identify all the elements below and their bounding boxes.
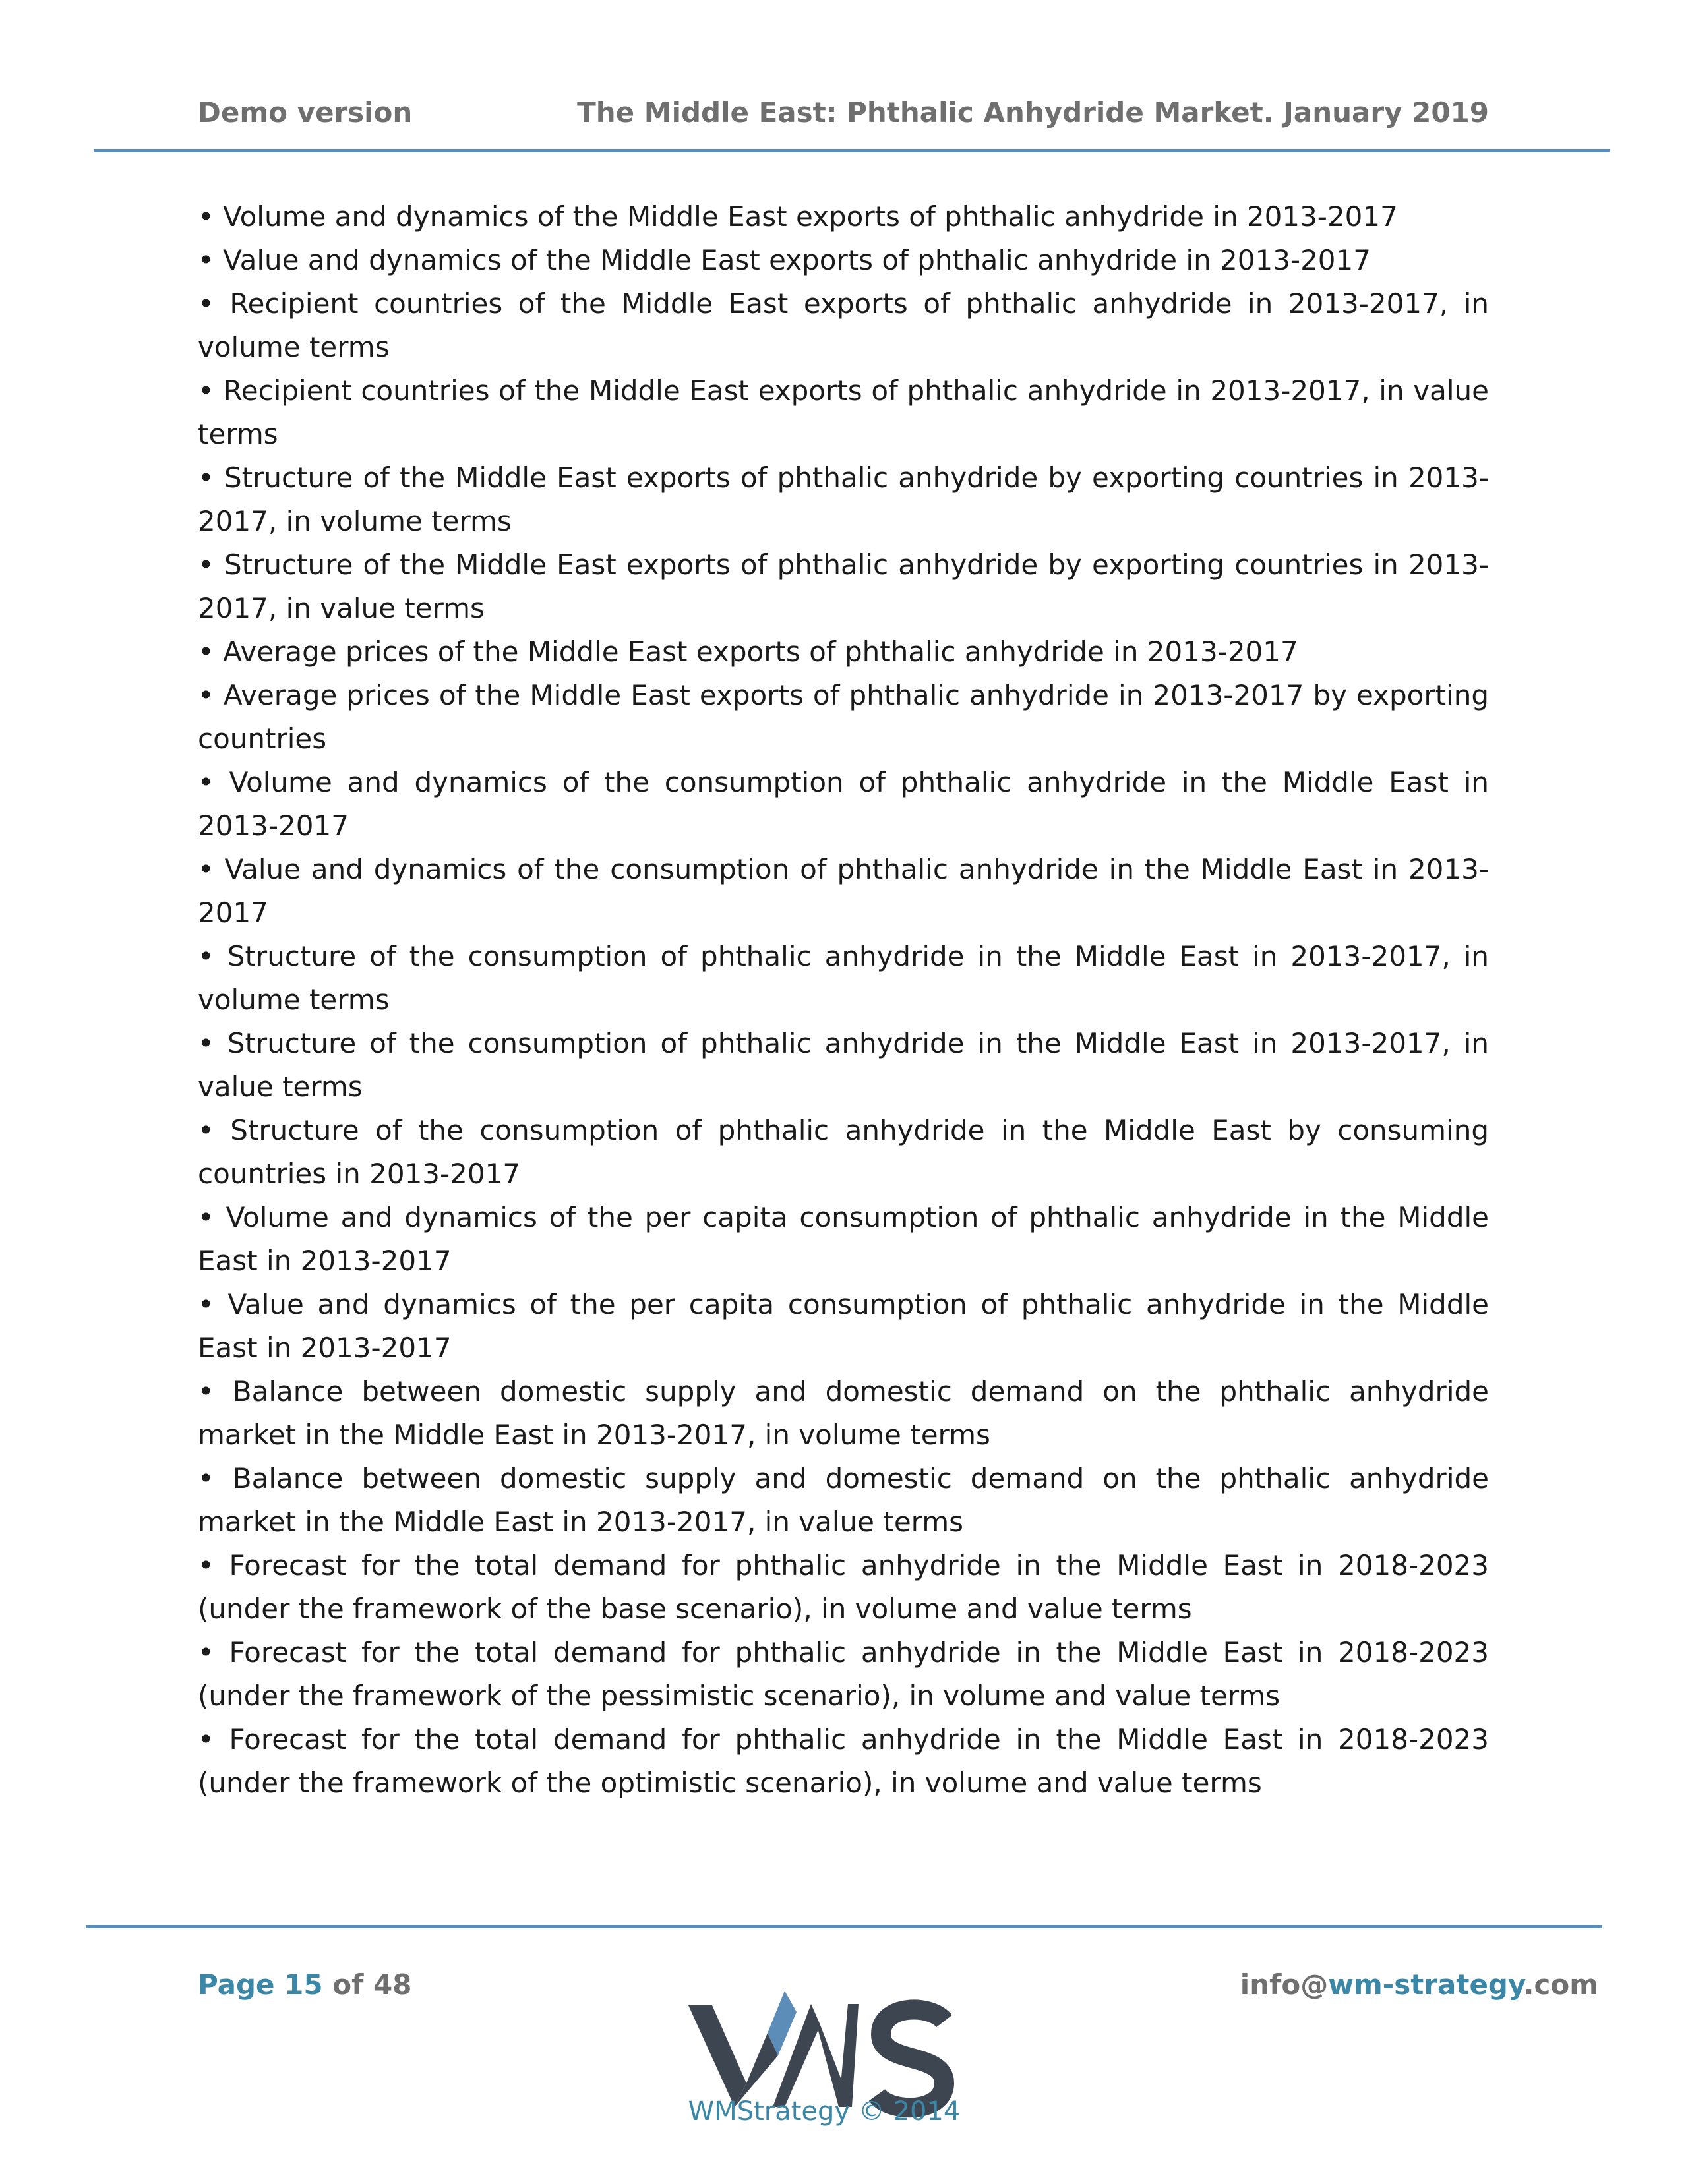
list-item: • Structure of the consumption of phthalic anhydride in the Middle East by consuming countries in 2013-2017 [198,1109,1489,1196]
email-user: info@ [1240,1968,1329,2001]
list-item: • Average prices of the Middle East exports of phthalic anhydride in 2013-2017 [198,630,1489,674]
demo-version-label: Demo version [198,96,413,129]
list-item: • Forecast for the total demand for phthalic anhydride in the Middle East in 2018-2023 (under the framework of the pessimistic scenario), in volume and value terms [198,1631,1489,1718]
contents-list [198,195,1489,1805]
email-domain: wm-strategy [1328,1968,1524,2001]
page-total: 48 [373,1968,412,2001]
email-tld: .com [1523,1968,1598,2001]
list-item: • Value and dynamics of the per capita consumption of phthalic anhydride in the Middle East in 2013-2017 [198,1283,1489,1370]
list-item: • Value and dynamics of the consumption of phthalic anhydride in the Middle East in 2013-2017 [198,848,1489,935]
list-item: • Recipient countries of the Middle East exports of phthalic anhydride in 2013-2017, in value terms [198,369,1489,456]
list-item: • Volume and dynamics of the per capita consumption of phthalic anhydride in the Middle East in 2013-2017 [198,1196,1489,1283]
page-number: 15 [284,1968,323,2001]
footer-divider [86,1925,1602,1928]
page-header [198,96,1489,136]
list-item: • Structure of the Middle East exports of phthalic anhydride by exporting countries in 2013-2017, in volume terms [198,456,1489,543]
list-item: • Forecast for the total demand for phthalic anhydride in the Middle East in 2018-2023 (under the framework of the optimistic scenario), in volume and value terms [198,1718,1489,1805]
list-item: • Structure of the consumption of phthalic anhydride in the Middle East in 2013-2017, in value terms [198,1022,1489,1109]
contact-email [1240,1968,1598,2001]
page-indicator [198,1968,411,2001]
list-item: • Forecast for the total demand for phthalic anhydride in the Middle East in 2018-2023 (under the framework of the base scenario), in volume and value terms [198,1544,1489,1631]
document-title: The Middle East: Phthalic Anhydride Market. January 2019 [577,96,1489,129]
header-divider [94,149,1610,152]
list-item: • Value and dynamics of the Middle East exports of phthalic anhydride in 2013-2017 [198,239,1489,282]
list-item: • Structure of the consumption of phthalic anhydride in the Middle East in 2013-2017, in volume terms [198,935,1489,1022]
list-item: • Recipient countries of the Middle East exports of phthalic anhydride in 2013-2017, in volume terms [198,282,1489,369]
list-item: • Balance between domestic supply and domestic demand on the phthalic anhydride market in the Middle East in 2013-2017, in value terms [198,1457,1489,1544]
list-item: • Structure of the Middle East exports of phthalic anhydride by exporting countries in 2013-2017, in value terms [198,543,1489,630]
list-item: • Volume and dynamics of the consumption of phthalic anhydride in the Middle East in 2013-2017 [198,761,1489,848]
logo-w-left [688,2005,746,2107]
logo-s [877,2009,944,2108]
list-item: • Average prices of the Middle East exports of phthalic anhydride in 2013-2017 by exporting countries [198,674,1489,761]
list-item: • Balance between domestic supply and domestic demand on the phthalic anhydride market in the Middle East in 2013-2017, in volume terms [198,1370,1489,1457]
list-item: • Volume and dynamics of the Middle East exports of phthalic anhydride in 2013-2017 [198,195,1489,239]
logo-caption: WMStrategy © 2014 [688,2096,961,2127]
logo-m-right [839,2004,859,2107]
page-word: Page [198,1968,275,2001]
of-word: of [332,1968,364,2001]
